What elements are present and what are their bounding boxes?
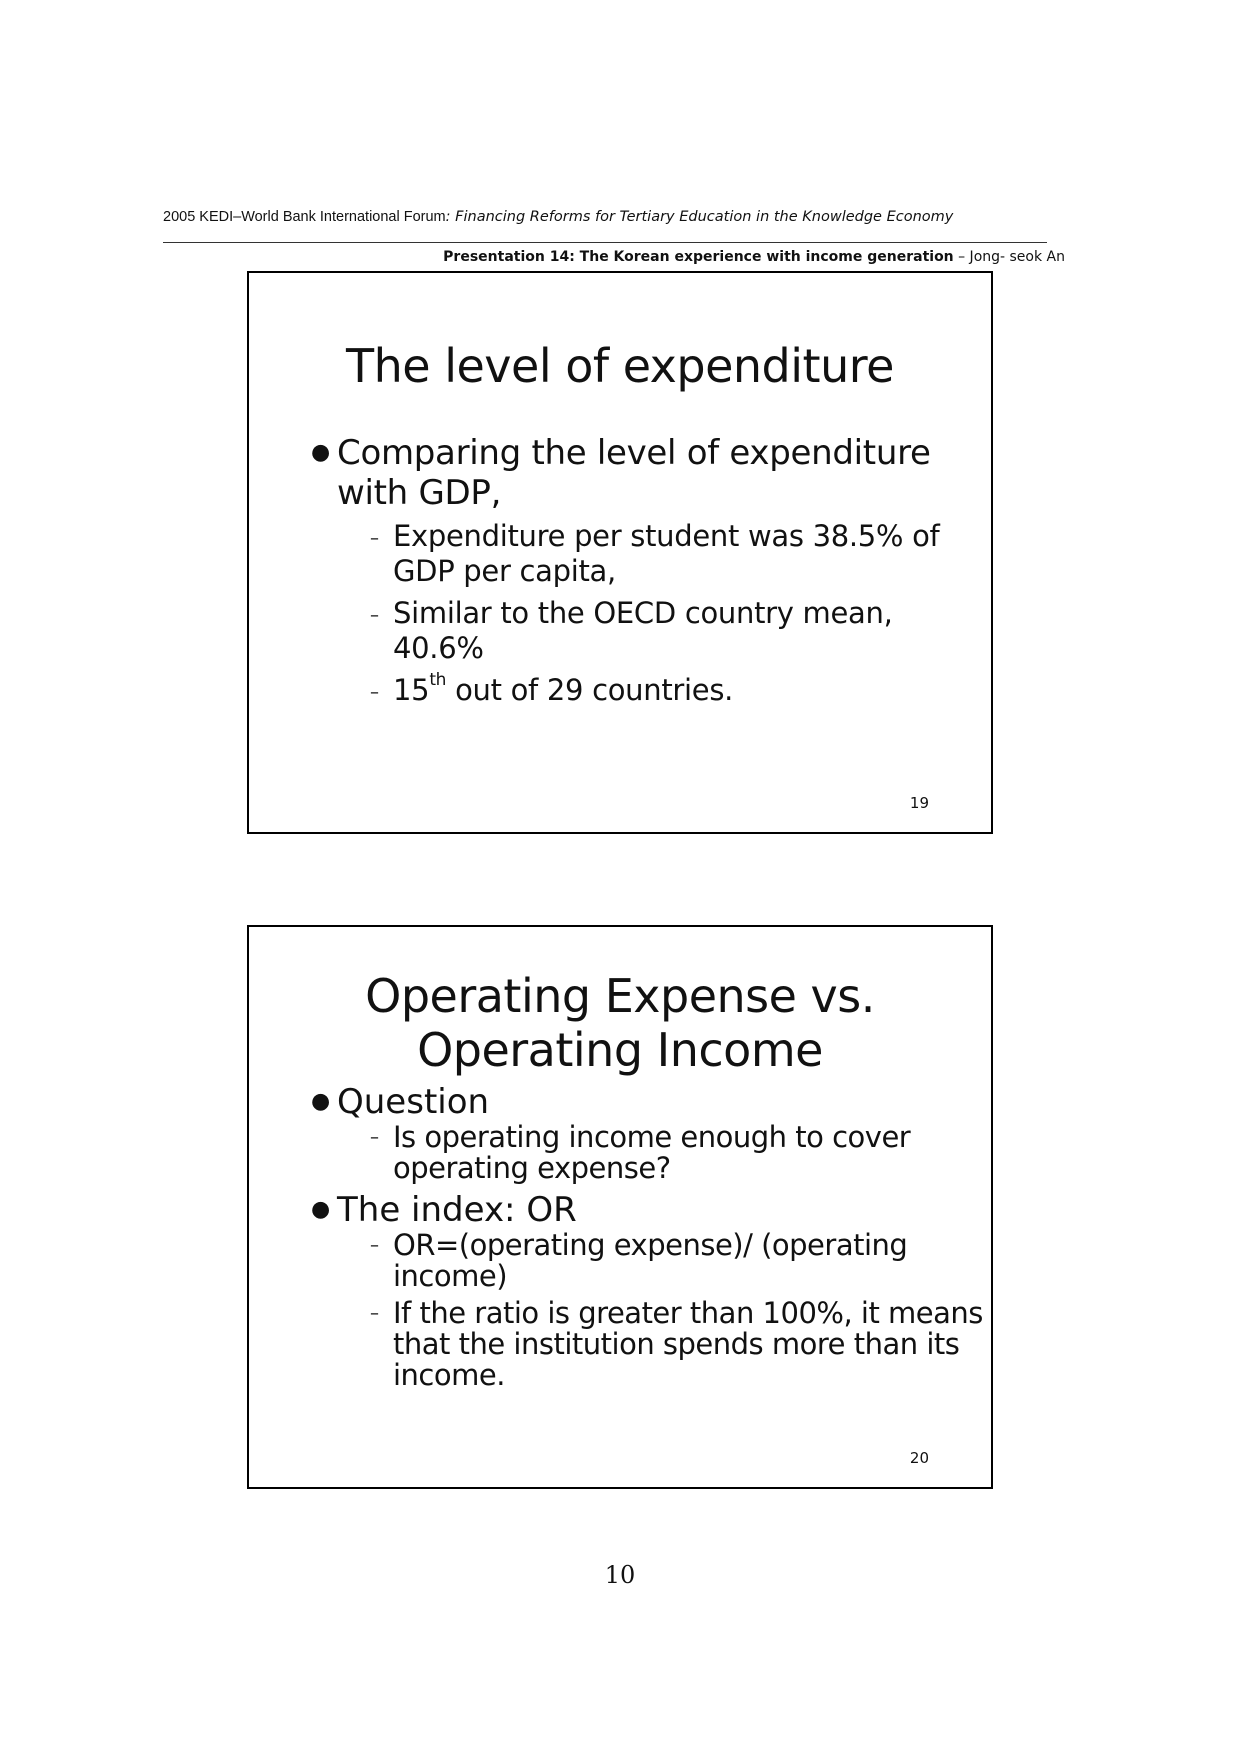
sub-bullet-item: – Is operating income enough to cover operating expense?: [370, 1122, 991, 1184]
bullet-text: The index: OR: [337, 1190, 577, 1230]
presentation-author: – Jong- seok An: [958, 249, 1065, 265]
rank-text: out of 29 countries.: [446, 673, 734, 707]
slide-title-line-2: Operating Income: [417, 1023, 823, 1077]
slide-title-line-1: Operating Expense vs.: [365, 969, 875, 1023]
sub-bullet-item: [370, 670, 991, 708]
sub-bullet-list: [337, 519, 991, 708]
ordinal-suffix: th: [429, 670, 447, 691]
bullet-text: Question: [337, 1082, 490, 1122]
sub-bullet-list: [337, 1230, 991, 1391]
sub-bullet-item: – OR=(operating expense)/ (operating income): [370, 1230, 991, 1292]
page-number: 10: [604, 1561, 636, 1589]
sub-bullet-item: – Similar to the OECD country mean, 40.6%: [370, 596, 991, 666]
bullet-item: [311, 1082, 991, 1184]
forum-header: [163, 209, 953, 225]
slide-title: [249, 969, 991, 1077]
sub-bullet-list: [337, 1122, 991, 1184]
presentation-header: [443, 249, 1065, 265]
bullet-item: [311, 433, 991, 708]
bullet-list: [249, 1082, 991, 1391]
slide-number: 19: [909, 794, 929, 812]
bullet-text: Comparing the level of expenditure with GDP,: [337, 433, 931, 513]
rank-number: 15: [393, 673, 430, 707]
sub-bullet-item: – Expenditure per student was 38.5% of GDP per capita,: [370, 519, 991, 589]
slide-20: [247, 925, 993, 1489]
forum-name: 2005 KEDI–World Bank International Forum: [163, 209, 446, 225]
sub-bullet-item: – If the ratio is greater than 100%, it means that the institution spends more than its income.: [370, 1298, 991, 1391]
header-divider: [163, 242, 1047, 243]
slide-title: The level of expenditure: [346, 339, 894, 393]
bullet-list: [249, 433, 991, 708]
slide-number: 20: [909, 1449, 929, 1467]
forum-title: : Financing Reforms for Tertiary Education in the Knowledge Economy: [445, 209, 954, 225]
presentation-title: Presentation 14: The Korean experience with income generation: [443, 249, 954, 265]
bullet-item: [311, 1190, 991, 1391]
slide-19: [247, 271, 993, 834]
